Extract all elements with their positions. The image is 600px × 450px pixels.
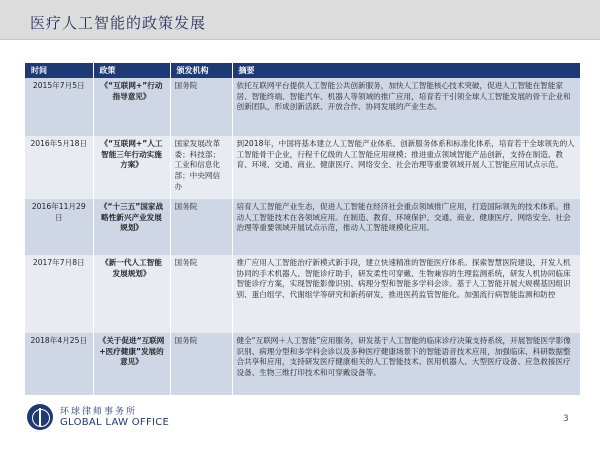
header-date: 时间 bbox=[25, 63, 93, 78]
footer-logo bbox=[27, 402, 227, 432]
row-policy: 《“十三五”国家战略性新兴产业发展规划》 bbox=[93, 199, 170, 255]
row-agency: 国务院 bbox=[170, 333, 232, 395]
table-row bbox=[25, 333, 580, 395]
header-agency: 颁发机构 bbox=[170, 63, 232, 78]
table-row bbox=[25, 255, 580, 333]
logo-name-en: GLOBAL LAW OFFICE bbox=[60, 417, 170, 428]
row-agency: 国务院 bbox=[170, 78, 232, 136]
header-summary: 摘要 bbox=[232, 63, 580, 78]
title-bar bbox=[0, 0, 600, 40]
row-date: 2016年11月29日 bbox=[25, 199, 93, 255]
table-row bbox=[25, 78, 580, 136]
row-date: 2015年7月5日 bbox=[25, 78, 93, 136]
row-date: 2017年7月8日 bbox=[25, 255, 93, 333]
row-date: 2016年5月18日 bbox=[25, 136, 93, 199]
row-date: 2018年4月25日 bbox=[25, 333, 93, 395]
policy-table bbox=[25, 63, 581, 395]
row-policy: 《“互联网+”行动指导意见》 bbox=[93, 78, 170, 136]
row-summary: 培育人工智能产业生态，促进人工智能在经济社会重点领域推广应用，打造国际领先的技术体系。推动人工智能技术在各领域应用。在制造、教育、环境保护、交通、商业、健康医疗、网络安全、社会治理等重要领域开展试点示范，推动人工智能规模化应用。 bbox=[232, 199, 580, 255]
table-row bbox=[25, 136, 580, 199]
row-summary: 推广应用人工智能治疗新模式新手段，建立快速精准的智能医疗体系。探索智慧医院建设，开发人机协同的手术机器人、智能诊疗助手，研发柔性可穿戴、生物兼容的生理监测系统，研发人机协同临床智能诊疗方案，实现智能影像识别、病理分型和智能多学科会诊。基于人工智能开展大规模基因组识别、蛋白组学、代谢组学等研究和新药研发，推进医药监管智能化。加强流行病智能监测和防控 bbox=[232, 255, 580, 333]
row-summary: 到2018年，中国将基本建立人工智能产业体系、创新服务体系和标准化体系，培育若干全球领先的人工智能骨干企业，行程千亿级的人工智能应用规模；推进重点领域智能产品创新，支持在制造、教育、环境、交通、商业、健康医疗、网络安全、社会治理等重要领域开展人工智能应用试点示范。 bbox=[232, 136, 580, 199]
row-policy: 《新一代人工智能发展规划》 bbox=[93, 255, 170, 333]
row-agency: 国家发展改革委；科技部；工业和信息化部；中央网信办 bbox=[170, 136, 232, 199]
row-policy: 《关于促进“互联网+医疗健康”发展的意见》 bbox=[93, 333, 170, 395]
globe-emblem-icon bbox=[27, 404, 53, 430]
page-number: 3 bbox=[563, 414, 569, 424]
row-policy: 《“互联网+”人工智能三年行动实施方案》 bbox=[93, 136, 170, 199]
row-summary: 健全“互联网＋人工智能”应用服务，研发基于人工智能的临床诊疗决策支持系统，开展智能医学影像识别、病理分型和多学科会诊以及多种医疗健康场景下的智能语音技术应用，加强临床、科研数据整合共享和应用，支持研发医疗健康相关的人工智能技术、医用机器人、大型医疗设备、应急救援医疗设备、生物三维打印技术和可穿戴设备等。 bbox=[232, 333, 580, 395]
row-agency: 国务院 bbox=[170, 199, 232, 255]
slide-title: 医疗人工智能的政策发展 bbox=[30, 14, 207, 32]
row-agency: 国务院 bbox=[170, 255, 232, 333]
header-policy: 政策 bbox=[93, 63, 170, 78]
row-summary: 依托互联网平台提供人工智能公共创新服务，加快人工智能核心技术突破，促进人工智能在智能家居、智能终端、智能汽车、机器人等领域的推广应用，培育若干引领全球人工智能发展的骨干企业和创新团队，形成创新活跃、开放合作、协同发展的产业生态。 bbox=[232, 78, 580, 136]
table-row bbox=[25, 199, 580, 255]
table-header-row bbox=[25, 63, 580, 78]
logo-name-cn: 环球律师事务所 bbox=[60, 407, 138, 417]
